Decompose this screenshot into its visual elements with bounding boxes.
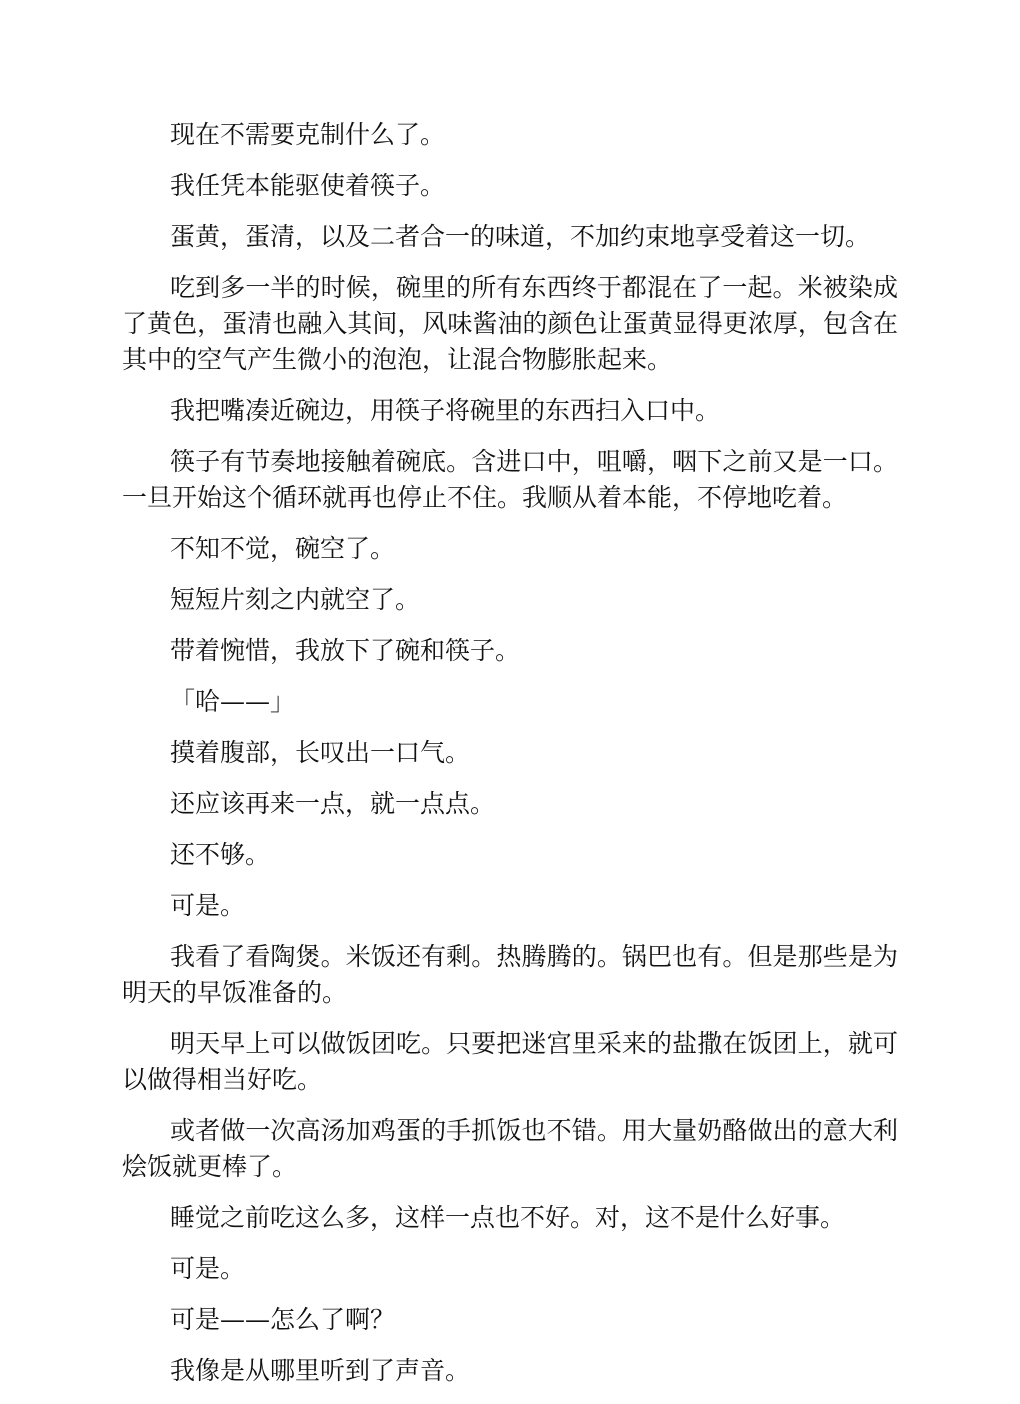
- paragraph: 带着惋惜，我放下了碗和筷子。: [170, 636, 521, 665]
- body-text: [122, 117, 898, 1404]
- paragraph: 蛋黄，蛋清，以及二者合一的味道，不加约束地享受着这一切。: [170, 222, 871, 251]
- paragraph: 睡觉之前吃这么多，这样一点也不好。对，这不是什么好事。: [170, 1203, 846, 1232]
- paragraph: 可是。: [170, 891, 246, 920]
- paragraph: 不知不觉，碗空了。: [170, 534, 396, 563]
- paragraph: 或者做一次高汤加鸡蛋的手抓饭也不错。用大量奶酪做出的意大利烩饭就更棒了。: [122, 1116, 898, 1181]
- paragraph: 还不够。: [170, 840, 271, 869]
- paragraph: 还应该再来一点，就一点点。: [170, 789, 496, 818]
- paragraph: 我把嘴凑近碗边，用筷子将碗里的东西扫入口中。: [170, 396, 721, 425]
- paragraph: 可是。: [170, 1254, 246, 1283]
- paragraph: 我像是从哪里听到了声音。: [170, 1356, 471, 1385]
- paragraph: 筷子有节奏地接触着碗底。含进口中，咀嚼，咽下之前又是一口。一旦开始这个循环就再也停止不住。我顺从着本能，不停地吃着。: [122, 447, 898, 512]
- paragraph: 可是——怎么了啊？: [170, 1305, 396, 1334]
- paragraph: 吃到多一半的时候，碗里的所有东西终于都混在了一起。米被染成了黄色，蛋清也融入其间，风味酱油的颜色让蛋黄显得更浓厚，包含在其中的空气产生微小的泡泡，让混合物膨胀起来。: [122, 273, 898, 374]
- paragraph: 我任凭本能驱使着筷子。: [170, 171, 446, 200]
- paragraph: 现在不需要克制什么了。: [170, 120, 446, 149]
- paragraph: 「哈——」: [170, 687, 296, 716]
- paragraph: 短短片刻之内就空了。: [170, 585, 421, 614]
- paragraph: 摸着腹部，长叹出一口气。: [170, 738, 471, 767]
- paragraph: 明天早上可以做饭团吃。只要把迷宫里采来的盐撒在饭团上，就可以做得相当好吃。: [122, 1029, 898, 1094]
- paragraph: 我看了看陶煲。米饭还有剩。热腾腾的。锅巴也有。但是那些是为明天的早饭准备的。: [122, 942, 898, 1007]
